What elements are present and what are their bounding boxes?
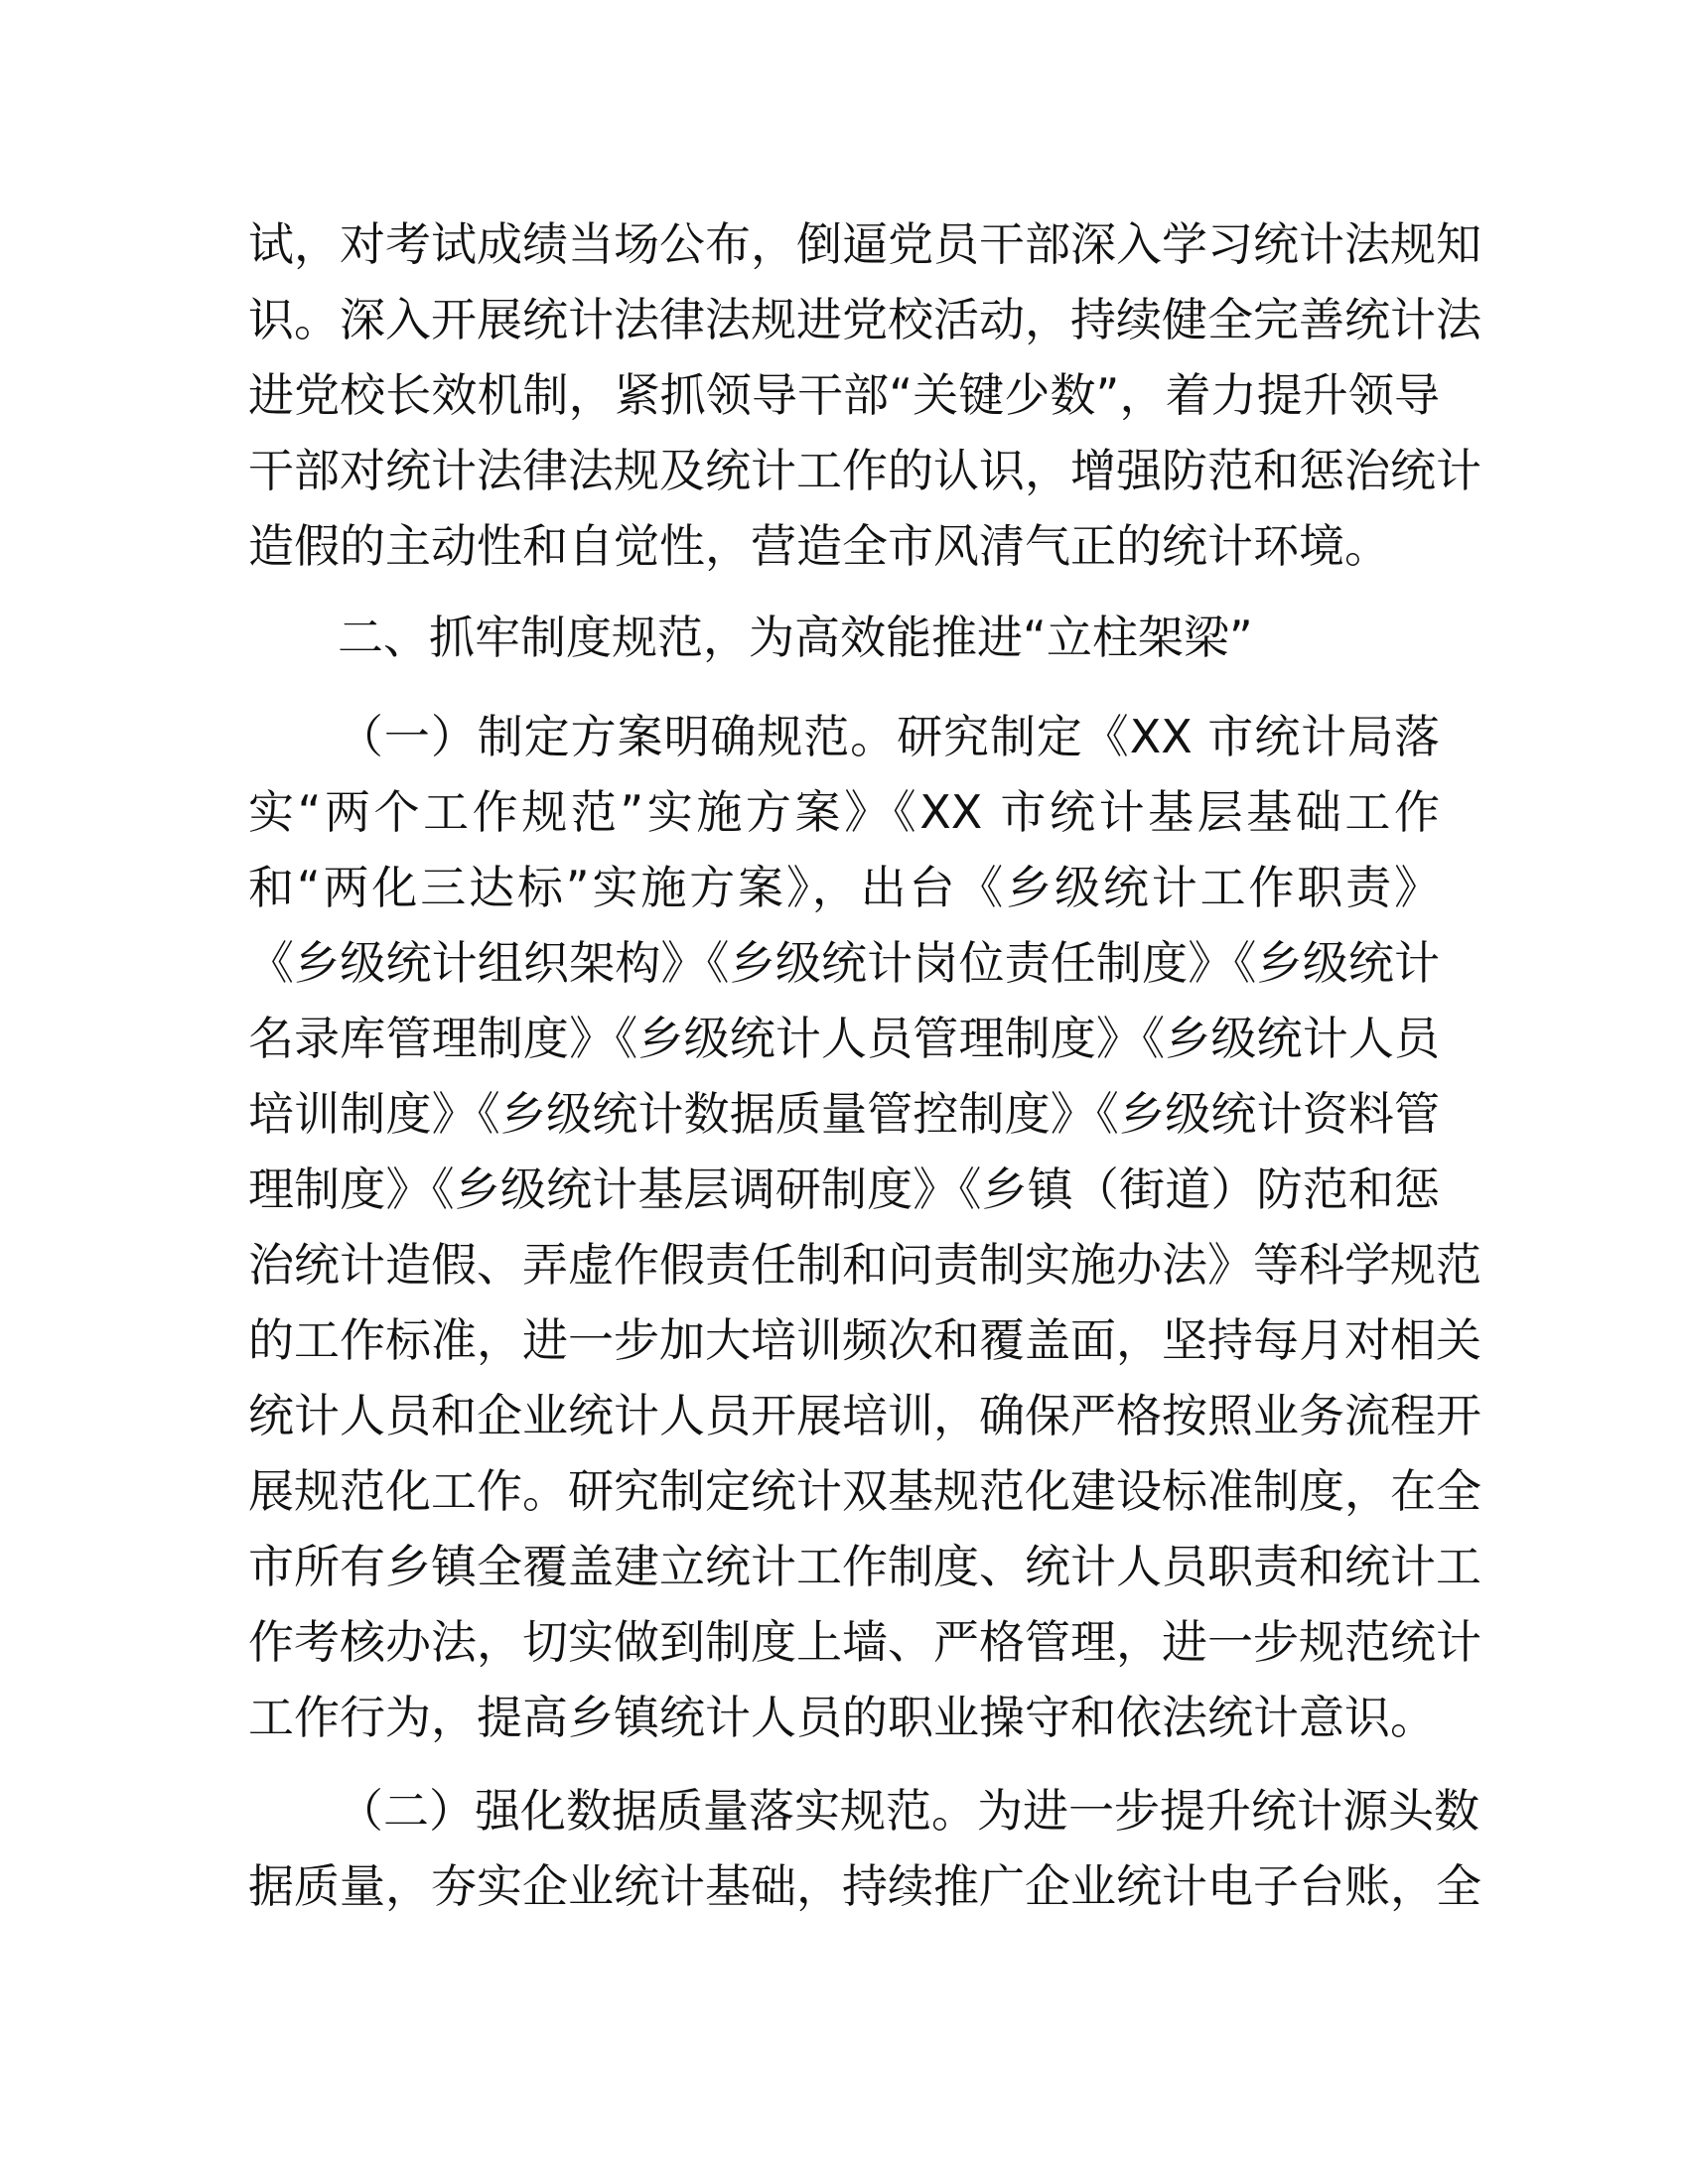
body-text-line: 试，对考试成绩当场公布，倒逼党员干部深入学习统计法规知: [248, 217, 1481, 271]
body-text-line: 的工作标准，进一步加大培训频次和覆盖面，坚持每月对相关: [248, 1313, 1481, 1367]
body-text-line: 据质量，夯实企业统计基础，持续推广企业统计电子台账，全: [248, 1859, 1481, 1913]
body-text-line: 培训制度》《乡级统计数据质量管控制度》《乡级统计资料管: [248, 1087, 1440, 1141]
body-text-line: 市所有乡镇全覆盖建立统计工作制度、统计人员职责和统计工: [248, 1540, 1481, 1593]
body-text-line: 名录库管理制度》《乡级统计人员管理制度》《乡级统计人员: [248, 1012, 1440, 1065]
section-heading: 二、抓牢制度规范，为高效能推进“立柱架梁”: [338, 611, 1253, 664]
body-text-line: 干部对统计法律法规及统计工作的认识，增强防范和惩治统计: [248, 444, 1481, 497]
body-text-line: 和“两化三达标”实施方案》，出台《乡级统计工作职责》: [248, 861, 1440, 914]
body-text-line: 工作行为，提高乡镇统计人员的职业操守和依法统计意识。: [248, 1691, 1436, 1744]
body-text-line: 治统计造假、弄虚作假责任制和问责制实施办法》等科学规范: [248, 1238, 1481, 1292]
body-text-line: 造假的主动性和自觉性，营造全市风清气正的统计环境。: [248, 519, 1390, 573]
subsection-heading-line: （一）制定方案明确规范。研究制定《XX 市统计局落: [338, 710, 1440, 763]
body-text-line: 作考核办法，切实做到制度上墙、严格管理，进一步规范统计: [248, 1615, 1481, 1669]
subsection-heading-line: （二）强化数据质量落实规范。为进一步提升统计源头数: [338, 1784, 1479, 1838]
body-text-line: 识。深入开展统计法律法规进党校活动，持续健全完善统计法: [248, 293, 1481, 346]
body-text-line: 进党校长效机制，紧抓领导干部“关键少数”，着力提升领导: [248, 368, 1440, 422]
body-text-line: 实“两个工作规范”实施方案》《XX 市统计基层基础工作: [248, 785, 1440, 839]
body-text-line: 展规范化工作。研究制定统计双基规范化建设标准制度，在全: [248, 1464, 1481, 1518]
body-text-line: 理制度》《乡级统计基层调研制度》《乡镇（街道）防范和惩: [248, 1162, 1440, 1216]
body-text-line: 统计人员和企业统计人员开展培训，确保严格按照业务流程开: [248, 1389, 1481, 1442]
body-text-line: 《乡级统计组织架构》《乡级统计岗位责任制度》《乡级统计: [248, 936, 1440, 990]
